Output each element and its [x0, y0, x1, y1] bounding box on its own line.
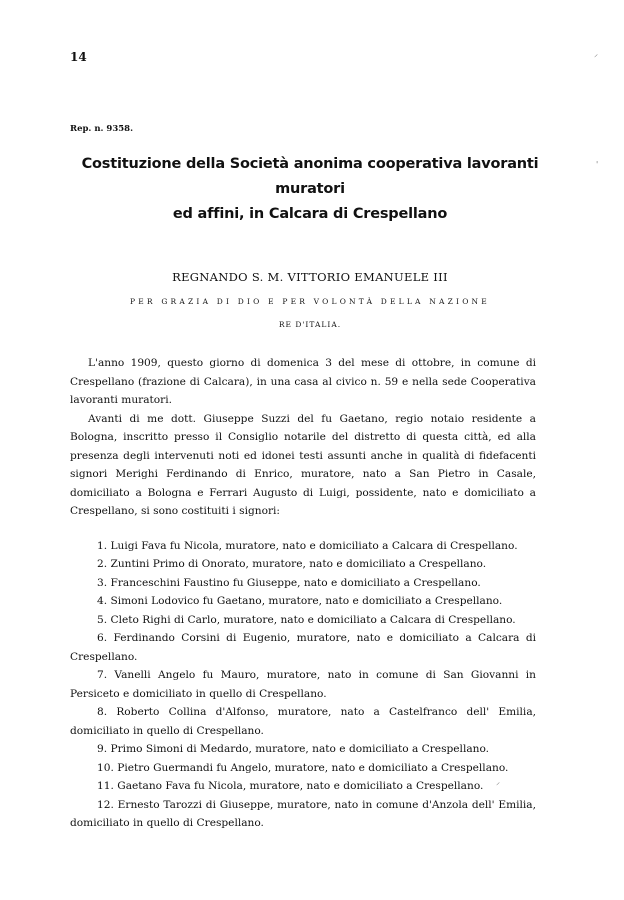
party-item — [70, 666, 536, 703]
grace-heading: PER GRAZIA DI DIO E PER VOLONTÀ DELLA NAZIONE — [130, 297, 490, 306]
party-text: Vanelli Angelo fu Mauro, muratore, nato in comune di San Giovanni in Persiceto e domiciliato in quello di Crespellano. — [70, 669, 536, 700]
scan-speck: ' — [596, 160, 599, 169]
parties-list — [70, 537, 536, 833]
notary-paragraph: Avanti di me dott. Giuseppe Suzzi del fu Gaetano, regio notaio residente a Bologna, inscritto presso il Consiglio notarile del distretto di questa città, ed alla presenza degli intervenuti noti ed idonei testi assunti anche in qualità di fidefacenti signori Merighi Ferdinando di Enrico, muratore, nato a San Pietro in Casale, domiciliato a Bologna e Ferrari Augusto di Luigi, possidente, nato e domiciliato a Crespellano, si sono costituiti i signori: — [70, 412, 536, 517]
party-text: Gaetano Fava fu Nicola, muratore, nato e domiciliato a Crespellano. — [117, 780, 484, 792]
party-text: Luigi Fava fu Nicola, muratore, nato e domiciliato a Calcara di Crespellano. — [110, 539, 518, 552]
party-number: 8. — [97, 706, 108, 718]
scan-speck: ⸍ — [594, 53, 598, 62]
party-item — [70, 703, 536, 740]
party-item — [70, 574, 536, 593]
party-number: 4. — [97, 595, 108, 607]
party-text: Pietro Guermandi fu Angelo, muratore, nato e domiciliato a Crespellano. — [117, 761, 509, 774]
party-number: 3. — [97, 576, 108, 589]
party-number: 10. — [97, 761, 114, 774]
party-number: 2. — [97, 558, 108, 570]
title-line: Costituzione della Società anonima cooperativa lavoranti muratori — [81, 156, 539, 197]
party-number: 9. — [97, 743, 108, 755]
party-text: Simoni Lodovico fu Gaetano, muratore, nato e domiciliato a Crespellano. — [110, 595, 503, 607]
party-text: Ernesto Tarozzi di Giuseppe, muratore, nato in comune d'Anzola dell' Emilia, domiciliato in quello di Crespellano. — [70, 798, 536, 829]
party-item — [70, 555, 536, 574]
party-item — [70, 740, 536, 759]
party-number: 12. — [97, 798, 114, 811]
party-item — [70, 759, 536, 778]
party-text: Cleto Righi di Carlo, muratore, nato e domiciliato a Calcara di Crespellano. — [110, 613, 516, 626]
reign-heading: REGNANDO S. M. VITTORIO EMANUELE III — [172, 270, 448, 284]
party-number: 1. — [97, 539, 108, 552]
party-item — [70, 796, 536, 833]
party-item — [70, 537, 536, 556]
party-item — [70, 592, 536, 611]
party-text: Ferdinando Corsini di Eugenio, muratore, nato e domiciliato a Calcara di Crespellano. — [70, 632, 536, 663]
party-text: Primo Simoni di Medardo, muratore, nato e domiciliato a Crespellano. — [110, 743, 490, 755]
deed-body — [70, 354, 536, 833]
party-number: 7. — [97, 669, 108, 681]
king-of-italy-heading: RE D'ITALIA. — [278, 320, 342, 329]
party-number: 5. — [97, 613, 108, 626]
party-number: 11. — [97, 780, 114, 792]
document-title — [60, 152, 560, 227]
party-item — [70, 611, 536, 630]
title-line: ed affini, in Calcara di Crespellano — [172, 206, 448, 222]
party-text: Roberto Collina d'Alfonso, muratore, nato a Castelfranco dell' Emilia, domiciliato in quello di Crespellano. — [70, 706, 536, 737]
party-item — [70, 777, 536, 796]
party-item — [70, 629, 536, 666]
opening-paragraph: L'anno 1909, questo giorno di domenica 3 del mese di ottobre, in comune di Crespellano (frazione di Calcara), in una casa al civico n. 59 e nella sede Cooperativa lavoranti muratori. — [70, 357, 536, 406]
repertory-number: Rep. n. 9358. — [70, 124, 134, 134]
party-text: Franceschini Faustino fu Giuseppe, nato e domiciliato a Crespellano. — [110, 576, 481, 589]
scan-speck: ⸍ — [496, 781, 500, 790]
page-number: 14 — [70, 50, 87, 64]
party-text: Zuntini Primo di Onorato, muratore, nato e domiciliato a Crespellano. — [110, 558, 487, 570]
party-number: 6. — [97, 632, 108, 644]
